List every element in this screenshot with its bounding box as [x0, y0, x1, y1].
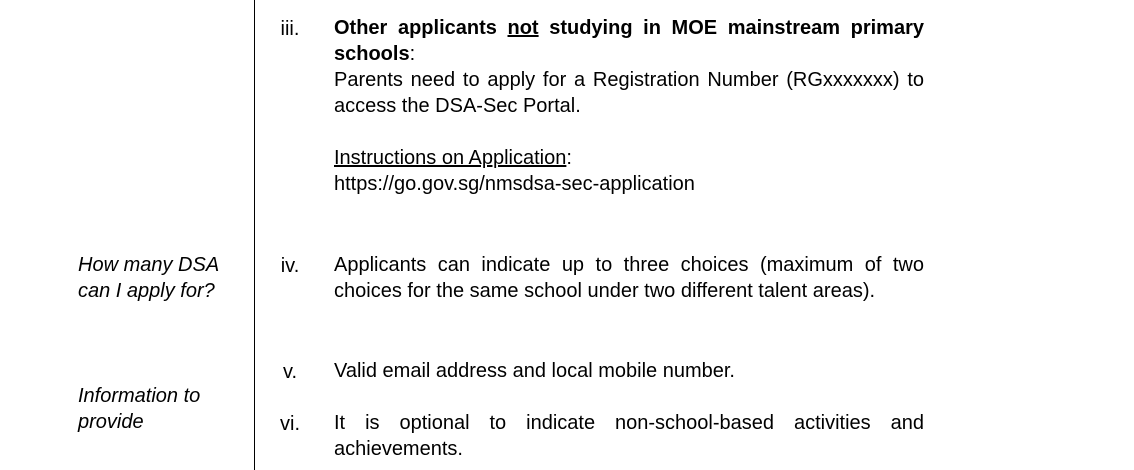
item-vi-text: It is optional to indicate non-school-based activities and achievements. — [334, 412, 924, 460]
item-marker-iv: iv. — [280, 255, 300, 277]
item-iv-text: Applicants can indicate up to three choices (maximum of two choices for the same school under two different talent areas). — [334, 254, 924, 302]
application-url[interactable]: https://go.gov.sg/nmsdsa-sec-application — [334, 173, 695, 195]
item-iii-body: Parents need to apply for a Registration Number (RGxxxxxxx) to access the DSA-Sec Portal. — [334, 69, 924, 117]
instructions-line — [334, 145, 924, 171]
column-divider — [254, 0, 255, 470]
item-marker-iii: iii. — [280, 18, 300, 40]
heading-not: not — [507, 17, 539, 39]
item-marker-vi: vi. — [280, 413, 300, 435]
item-v-text: Valid email address and local mobile number. — [334, 360, 735, 382]
instructions-label[interactable]: Instructions on Application — [334, 147, 567, 169]
heading-post: studying in MOE mainstream primary schools — [334, 17, 924, 65]
side-label-how-many: How many DSA can I apply for? — [78, 254, 219, 302]
heading-pre: Other applicants — [334, 17, 508, 39]
side-label-information: Information to provide — [78, 385, 201, 433]
instructions-colon: : — [566, 147, 572, 169]
item-iii-heading — [334, 15, 924, 67]
item-iii — [334, 15, 924, 197]
heading-colon: : — [409, 43, 416, 65]
item-marker-v: v. — [282, 361, 298, 383]
